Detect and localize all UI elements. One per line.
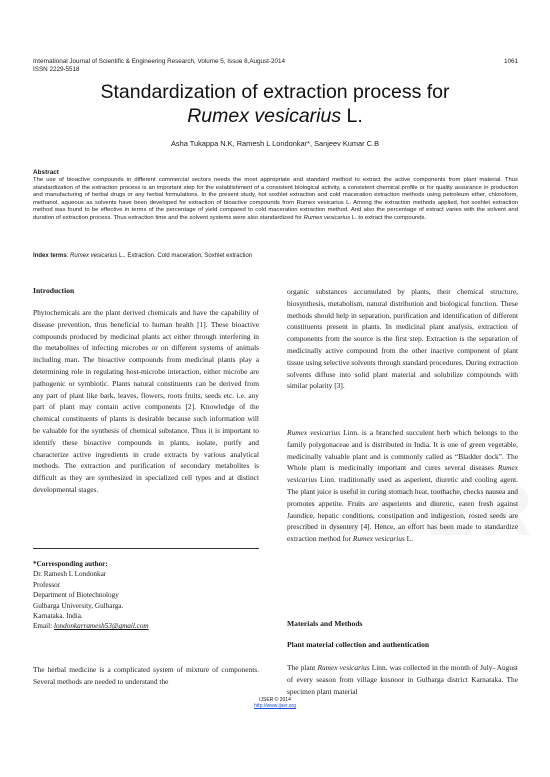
page-number: 1061 (503, 58, 518, 65)
journal-line: International Journal of Scientific & Engineering Research, Volume 5, Issue 8,August-2014 (33, 58, 286, 65)
corresponding-position: Professor (33, 580, 61, 589)
para3-start: The plant (287, 663, 318, 672)
title-suffix: L. (341, 105, 363, 127)
journal-header (33, 58, 518, 74)
corresponding-university: Gulbarga University, Gulbarga. (33, 601, 124, 610)
index-terms-label: Index terms (33, 253, 67, 259)
species-name-4: Rumex vesicarius (317, 663, 370, 672)
right-paragraph-2-end: L. (404, 534, 414, 544)
authors: Asha Tukappa N.K, Ramesh L Londonkar*, Sanjeev Kumar C.B (170, 139, 379, 148)
right-paragraph-2-b: Linn. traditionally used as asperient, diuretic and cooling agent. The plant juice is useful in curing stomach heat, toothache, checks nausea and promotes appetite. Fruits are asperients and diuretic, eaten fresh against Jaundice, hepatic conditions, constipation and indigestion, rosted seeds are prescribed in dysentery [4]. Hence, an effort has been made to standardize extraction method for (287, 475, 518, 544)
abstract-text (33, 177, 518, 223)
corresponding-label: *Corresponding author: (33, 560, 108, 568)
intro-paragraph-2: The herbal medicine is a complicated system of mixture of components. Several methods are needed to understand the (33, 665, 259, 686)
page-footer (0, 697, 550, 709)
right-paragraph-3 (287, 662, 518, 697)
index-terms-species: Rumex vesicarius (70, 253, 118, 259)
corresponding-name: Dr. Ramesh L Londonkar (33, 570, 107, 579)
right-paragraph-2-a: Linn. is a branched succulent herb which belongs to the family polygonaceae and is distributed in India. It is one of green vegetable, medicinally valuable plant and is commonly called as “Bladder dock”. The Whole plant is medicinally important and cures several diseases (287, 428, 518, 473)
corresponding-author (33, 559, 259, 632)
index-terms-list: L., Extraction, Cold maceration, Soxhlet extraction (117, 253, 253, 259)
footer-copyright: IJSER © 2014 (259, 697, 291, 703)
intro-paragraph-1: Phytochemicals are the plant derived chemicals and have the capability of disease prevention, thus beneficial to human health [1]. These bioactive compounds produced by medicinal plants act either through interfering in the metabolites of infecting microbes or on different systems of animals including man. The bioactive compounds from medicinal plants play a determining role in regulating host-microbe interaction, either microbe are pathogenic or symbiotic. Plants natural constituents can be derived from any part of plant like bark, leaves, flowers, roots fruits, seeds etc. i.e. any part of plant may contain active components [2]. Knowledge of the chemical constituents of plants is desirable because such information will be valuable for the synthesis of chemical substance. Thus it is important to identify these bioactive compounds in plants, isolate, purify and characterize active ingredients in crude extracts by various analytical methods. The extraction and purification of secondary metabolites is difficult as they are synthesized in specialized cell types and at distinct developmental stages. (33, 308, 259, 494)
corresponding-email-line (33, 621, 259, 631)
right-paragraph-1: organic substances accumulated by plants, their chemical structure, biosynthesis, metabolism, natural distribution and biological function. These methods should help in separation, purification and identification of different constituents present in plants. In medicinal plant analysis, extraction of components from the source is the first step. Extraction is the separation of medicinally active compound from the other inactive component of plant tissue using selective solvents through standard procedures. During extraction solvents diffuse into solid plant material and solubilize compounds with similar polarity [3]. (287, 287, 518, 391)
right-paragraph-2 (287, 427, 518, 545)
footnote-rule (33, 548, 259, 549)
species-name-2: Rumex vesicarius (287, 463, 518, 485)
abstract-part-1: The use of bioactive compounds in different commercial sectors needs the most appropriate and standard method to extract the active components from plant material. Thus standardization of the extraction process is an important step for the establishment of a consistent biological activity, a consistent chemical profile or for quality assurance in production and manufacturing of herbal drugs or any herbal formulations. In the present study, hot soxhlet extraction and cold maceration extraction methods using petroleum ether, chloroform, methanol, aqueous as solvents have been developed for extraction of bioactive compounds from Rumex vesicarius L. Among the extraction methods applied, hot soxhlet extraction method was found to be effective in terms of the percentage of yield compared to cold maceration extraction method. And also the percentage of extract varies with the solvent and duration of extraction process. Thus extraction time and the solvent systems were also standardized for (33, 177, 518, 221)
species-name: Rumex vesicarius (287, 428, 341, 437)
corresponding-department: Department of Biotechnology (33, 591, 119, 600)
email-link[interactable]: londonkarramesh53@gmail.com (53, 622, 149, 631)
index-terms-sep: : (66, 253, 71, 259)
title-line-1: Standardization of extraction process for (100, 81, 450, 103)
methods-heading: Materials and Methods (287, 619, 363, 628)
index-terms (33, 253, 518, 259)
email-label: Email: (33, 622, 54, 631)
intro-heading: Introduction (33, 286, 75, 295)
abstract-part-2: L. to extract the compounds. (350, 214, 427, 221)
corresponding-place: Karnataka. India. (33, 612, 83, 621)
abstract-species: Rumex vesicarius (303, 214, 351, 221)
paper-title (30, 80, 520, 128)
title-species: Rumex vesicarius (187, 105, 342, 127)
species-name-3: Rumex vesicarius (352, 534, 405, 544)
plant-collection-heading: Plant material collection and authentication (287, 640, 430, 649)
footer-url[interactable]: http://www.ijser.org (254, 703, 296, 709)
para3-rest: Linn. was collected in the month of July- August of every season from village kusnoor in Gulbarga district Karnataka. The specimen plant material (287, 663, 518, 696)
abstract-heading: Abstract (33, 169, 59, 176)
issn: ISSN 2229-5518 (33, 66, 80, 73)
title-line-2 (30, 104, 520, 128)
